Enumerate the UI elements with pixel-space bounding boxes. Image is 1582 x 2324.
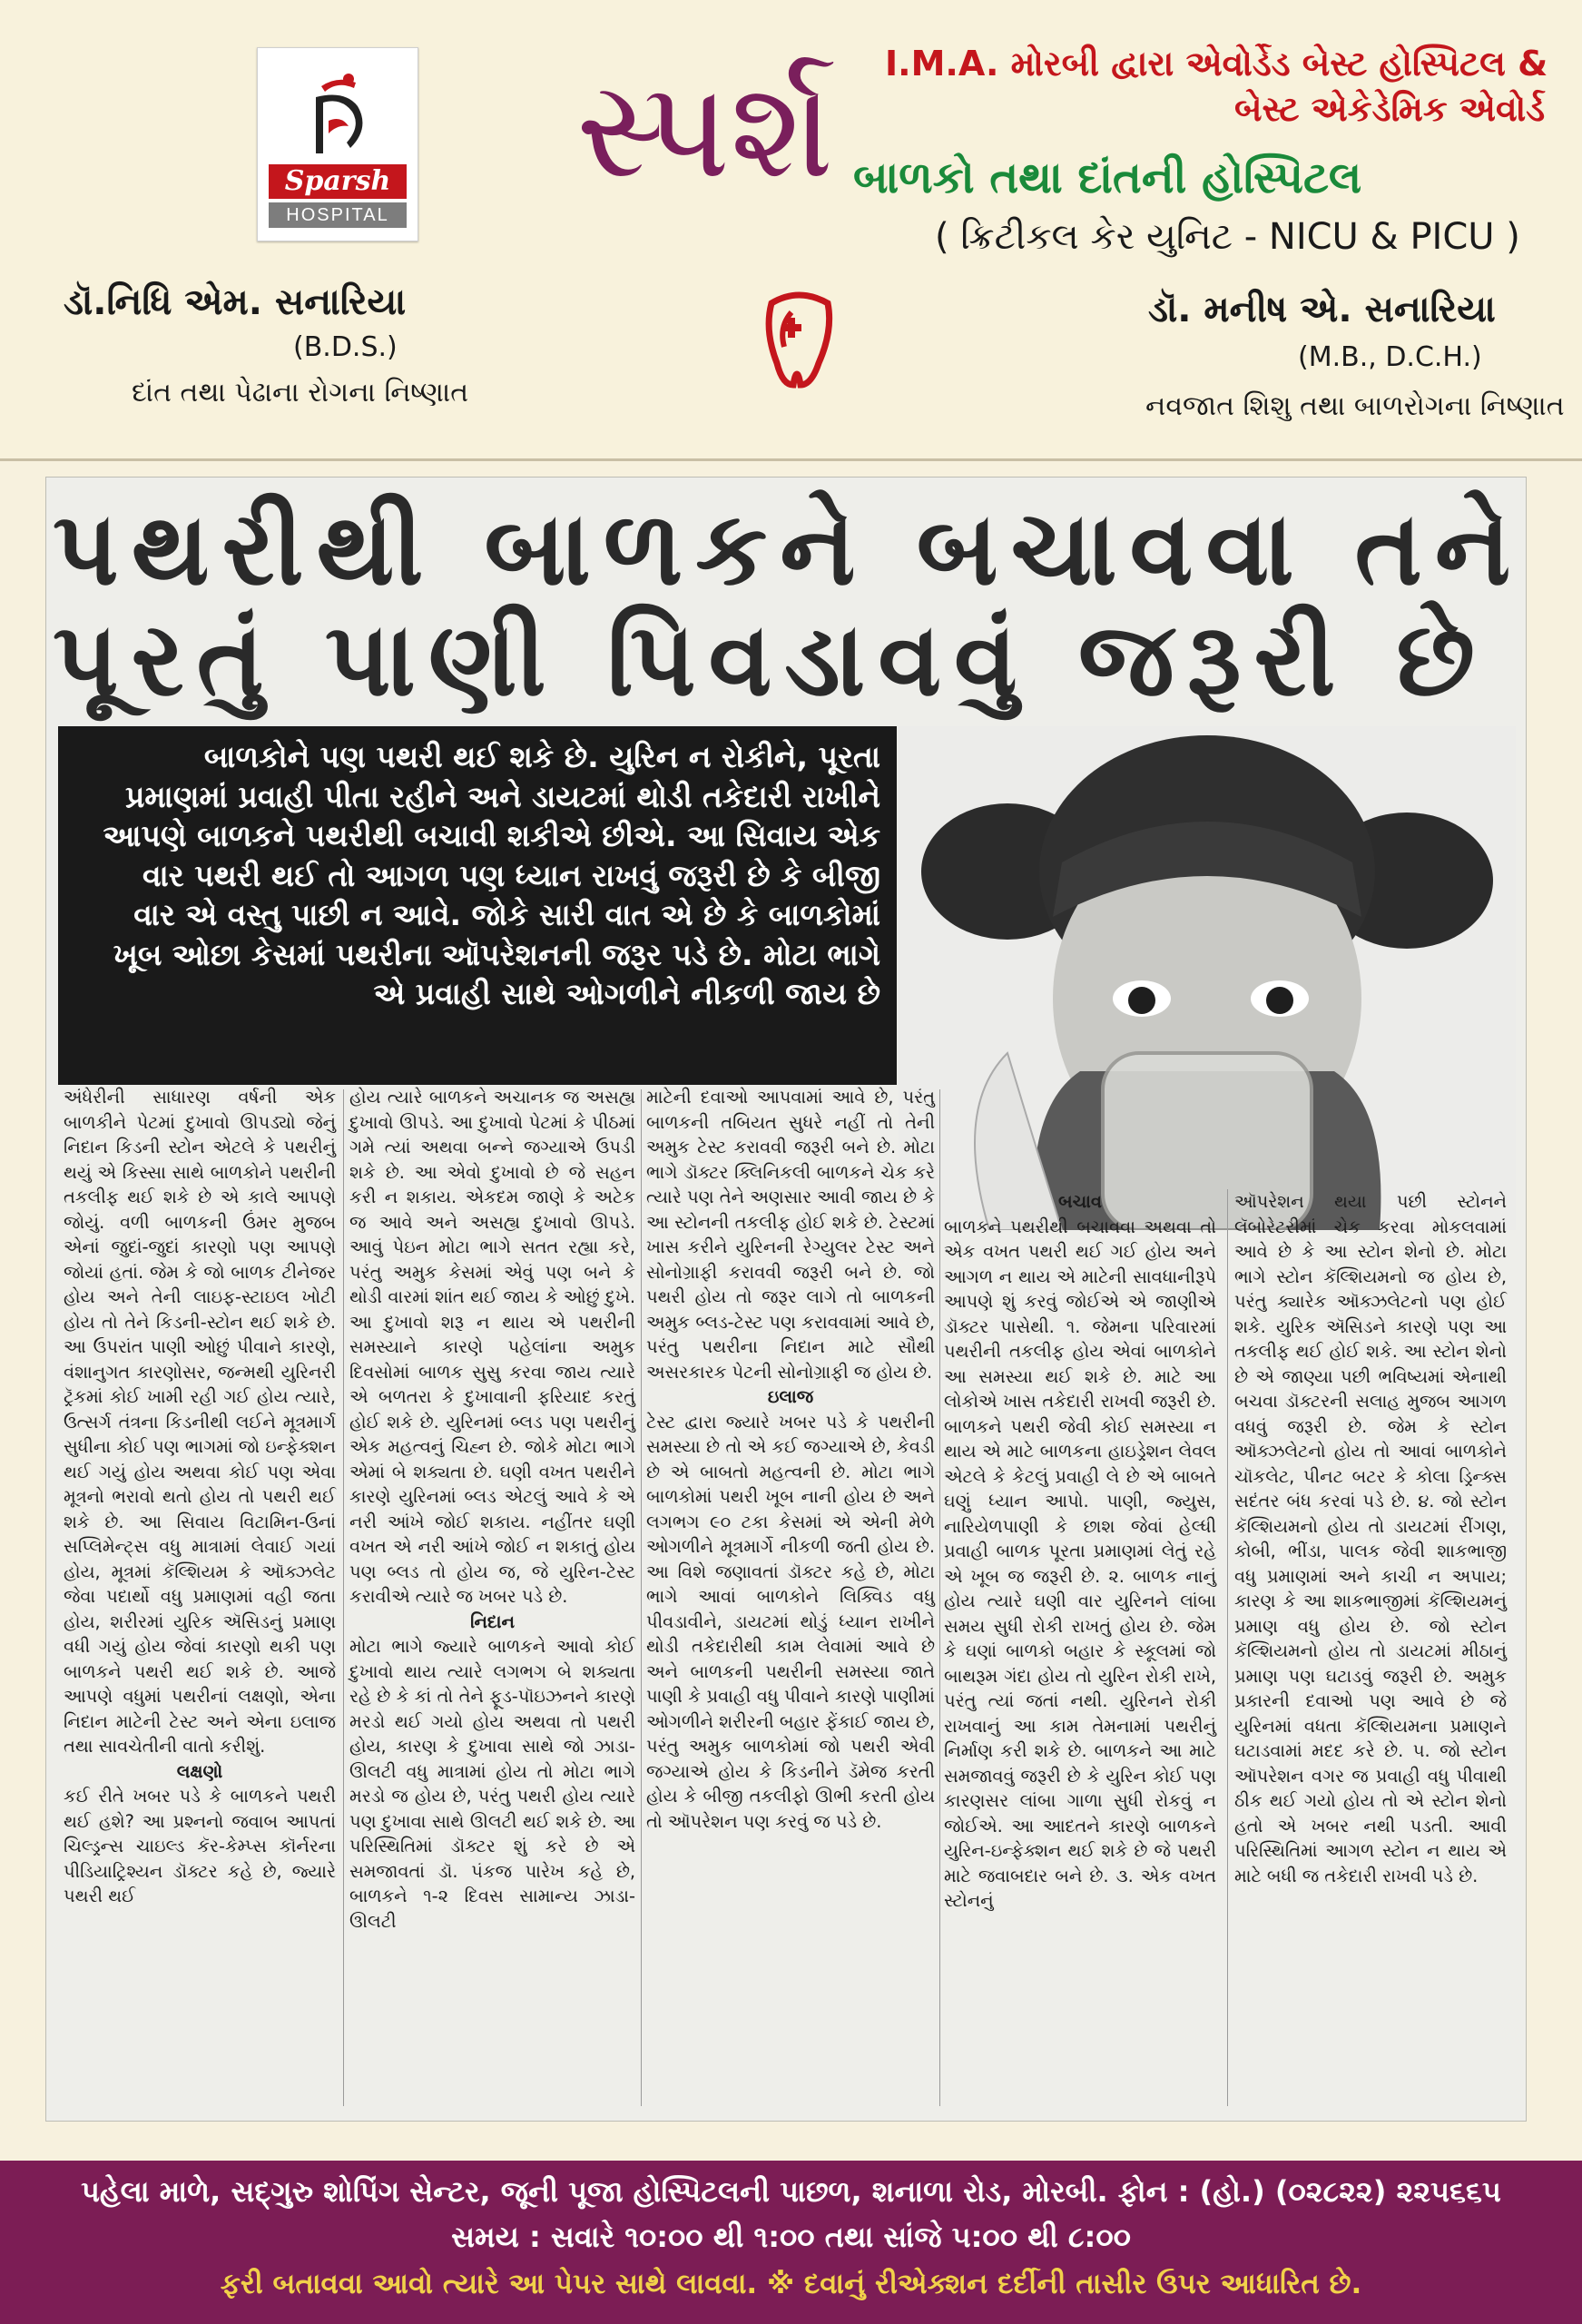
column-2-body-2: મોટા ભાગે જ્યારે બાળકને આવો કોઈ દુખાવો થાય ત્યારે લગભગ બે શક્યતા રહે છે કે કાં તો તેને ફૂડ-પૉઇઝનને કારણે મરડો થઈ ગયો હોય અથવા તો પથરી હોય, કારણ કે દુખાવા સાથે જો ઝાડા-ઊલટી વધુ માત્રામાં હોય તો મોટા ભાગે મરડો જ હોય છે, પરંતુ પથરી હોય ત્યારે પણ દુખાવા સાથે ઊલટી થઈ શકે છે. આ પરિસ્થિતિમાં ડૉક્ટર શું કરે છે એ સમજાવતાં ડૉ. પંકજ પારેખ કહે છે, બાળકને ૧-૨ દિવસ સામાન્ય ઝાડા-ઊલટી — [349, 1636, 635, 1932]
symptoms-subhead: લક્ષણો — [176, 1760, 223, 1782]
girl-drinking-water-photo — [899, 726, 1516, 1230]
critical-care-line: ( ક્રિટીકલ કેર યુનિટ - NICU & PICU ) — [935, 216, 1520, 258]
column-2-body: હોય ત્યારે બાળકને અચાનક જ અસહ્ય દુખાવો ઊપડે. આ દુખાવો પેટમાં કે પીઠમાં ગમે ત્યાં અથવા બન્ને જગ્યાએ ઉપડી શકે છે. આ એવો દુખાવો છે જે સહન કરી ન શકાય. એકદમ જાણે કે અટેક જ આવે અને અસહ્ય દુખાવો ઊપડે. આવું પેઇન મોટા ભાગે સતત રહ્યા કરે, પરંતુ અમુક કેસમાં એવું પણ બને કે થોડી વારમાં શાંત થઈ જાય કે ઓછું દુખે. આ દુખાવો શરૂ ન થાય એ પથરીની સમસ્યાને કારણે પહેલાંના અમુક દિવસોમાં બાળક સુસુ કરવા જાય ત્યારે એ બળતરા કે દુખાવાની ફરિયાદ કરતું હોઈ શકે છે. યુરિનમાં બ્લડ પણ પથરીનું એક મહત્વનું ચિહ્ન છે. જોકે મોટા ભાગે એમાં બે શક્યતા છે. ઘણી વખત પથરીને કારણે યુરિનમાં બ્લડ એટલું આવે કે એ નરી આંખે જોઈ શકાય. નહીંતર ઘણી વખત એ નરી આંખે જોઈ ન શકાતું હોય પણ બ્લડ તો હોય જ, જે યુરિન-ટેસ્ટ કરાવીએ ત્યારે જ ખબર પડે છે. — [349, 1087, 635, 1607]
column-4-body: બાળકને પથરીથી બચાવવા અથવા તો એક વખત પથરી થઈ ગઈ હોય અને આગળ ન થાય એ માટેની સાવધાનીરૂપે આપણે શું કરવું જોઈએ એ જાણીએ ડૉક્ટર પાસેથી. ૧. જેમના પરિવારમાં પથરીની તકલીફ હોય એવાં બાળકોને આ સમસ્યા થઈ શકે છે. માટે આ લોકોએ ખાસ તકેદારી રાખવી જરૂરી છે. બાળકને પથરી જેવી કોઈ સમસ્યા ન થાય એ માટે બાળકના હાઇડ્રેશન લેવલ એટલે કે કેટલું પ્રવાહી લે છે એ બાબતે ઘણું ધ્યાન આપો. પાણી, જ્યુસ, નારિયેળપાણી કે છાશ જેવાં હેલ્ધી પ્રવાહી બાળક પૂરતા પ્રમાણમાં લેતું રહે એ ખૂબ જ જરૂરી છે. ૨. બાળક નાનું હોય ત્યારે ઘણી વાર યુરિનને લાંબા સમય સુધી રોકી રાખતું હોય છે. જેમ કે ઘણાં બાળકો બહાર કે સ્કૂલમાં જો બાથરૂમ ગંદા હોય તો યુરિન રોકી રાખે, પરંતુ ત્યાં જતાં નથી. યુરિનને રોકી રાખવાનું આ કામ તેમનામાં પથરીનું નિર્માણ કરી શકે છે. બાળકને આ માટે સમજાવવું જરૂરી છે કે યુરિન કોઈ પણ કારણસર લાંબા ગાળા સુધી રોકવું ન જોઈએ. આ આદતને કારણે બાળકને યુરિન-ઇન્ફેક્શન થઈ શકે છે જે પથરી માટે જવાબદાર બને છે. ૩. એક વખત સ્ટોનનું — [944, 1216, 1216, 1911]
award-line-2: બેસ્ટ એકેડેમિક એવોર્ડ — [1234, 89, 1546, 129]
article-headline-line-2: પૂરતું પાણી પિવડાવવું જરૂરી છે — [53, 601, 1488, 719]
hospital-name: બાળકો તથા દાંતની હોસ્પિટલ — [853, 153, 1362, 203]
footer-note: ફરી બતાવવા આવો ત્યારે આ પેપર સાથે લાવવા. ※ દવાનું રીએક્શન દર્દીની તાસીર ઉપર આધારિત છે. — [220, 2268, 1362, 2300]
column-1-body: અંધેરીની સાધારણ વર્ષની એક બાળકીને પેટમાં દુખાવો ઊપડ્યો જેનું નિદાન કિડની સ્ટોન એટલે કે પથરીનું થયું એ કિસ્સા સાથે બાળકોને પથરીની તકલીફ થઈ શકે છે એ કાલે આપણે જોયું. વળી બાળકની ઉંમર મુજબ એનાં જુદાં-જુદાં કારણો પણ આપણે જોયાં હતાં. જેમ કે જો બાળક ટીનેજર હોય અને તેની લાઇફ-સ્ટાઇલ ખોટી હોય તો તેને કિડની-સ્ટોન થઈ શકે છે. આ ઉપરાંત પાણી ઓછું પીવાને કારણે, વંશાનુગત કારણોસર, જન્મથી યુરિનરી ટ્રૅકમાં કોઈ ખામી રહી ગઈ હોય ત્યારે, ઉત્સર્ગ તંત્રના કિડનીથી લઈને મૂત્રમાર્ગ સુધીના કોઈ પણ ભાગમાં જો ઇન્ફેક્શન થઈ ગયું હોય અથવા કોઈ પણ એવા મૂત્રનો ભરાવો થતો હોય તો પથરી થઈ શકે છે. આ સિવાય વિટામિન-ઉનાં સપ્લિમેન્ટ્સ વધુ માત્રામાં લેવાઈ ગયાં હોય, મૂત્રમાં કૅલ્શિયમ કે ઑક્ઝલેટ જેવા પદાર્થો વધુ પ્રમાણમાં વહી જતા હોય, શરીરમાં યુરિક ઍસિડનું પ્રમાણ વધી ગયું હોય જેવાં કારણો થકી પણ બાળકને પથરી થઈ શકે છે. આજે આપણે વધુમાં પથરીનાં લક્ષણો, એના નિદાન માટેની ટેસ્ટ અને એના ઇલાજ તથા સાવચેતીની વાતો કરીશું. — [64, 1087, 336, 1757]
article-column-4 — [944, 1189, 1216, 1914]
logo-figure-icon — [301, 70, 374, 161]
column-3-body-2: ટેસ્ટ દ્વારા જ્યારે ખબર પડે કે પથરીની સમસ્યા છે તો એ કઈ જગ્યાએ છે, કેવડી છે એ બાબતો મહત્વની છે. મોટા ભાગે બાળકોમાં પથરી ખૂબ નાની હોય છે અને લગભગ ૯૦ ટકા કેસમાં એ એની મેળે ઓગળીને મૂત્રમાર્ગે નીકળી જતી હોય છે. આ વિશે જણાવતાં ડૉક્ટર કહે છે, મોટા ભાગે આવાં બાળકોને લિક્વિડ વધુ પીવડાવીને, ડાયટમાં થોડું ધ્યાન રાખીને થોડી તકેદારીથી કામ લેવામાં આવે છે અને બાળકની પથરીની સમસ્યા જાતે પાણી કે પ્રવાહી વધુ પીવાને કારણે પાણીમાં ઓગળીને શરીરની બહાર ફેંકાઈ જાય છે, પરંતુ અમુક બાળકોમાં જો પથરી એવી જગ્યાએ હોય કે કિડનીને ડૅમેજ કરતી હોય કે બીજી તકલીફો ઊભી કરતી હોય તો ઑપરેશન પણ કરવું જ પડે છે. — [646, 1411, 935, 1832]
article-column-2 — [349, 1085, 635, 1934]
tooth-cross-icon — [761, 290, 838, 389]
column-divider — [1227, 1189, 1228, 2106]
doctor1-specialty: દાંત તથા પેઢાના રોગના નિષ્ણાત — [132, 377, 469, 409]
column-3-body: માટેની દવાઓ આપવામાં આવે છે, પરંતુ બાળકની તબિયત સુધરે નહીં તો તેની અમુક ટેસ્ટ કરાવવી જરૂરી બને છે. મોટા ભાગે ડૉક્ટર ક્લિનિકલી બાળકને ચેક કરે ત્યારે પણ તેને અણસાર આવી જાય છે કે આ સ્ટોનની તકલીફ હોઈ શકે છે. ટેસ્ટમાં ખાસ કરીને યુરિનની રેગ્યુલર ટેસ્ટ અને સોનોગ્રાફી કરાવવી જરૂરી બને છે. જો પથરી હોય તો જરૂર લાગે તો બાળકની અમુક બ્લડ-ટેસ્ટ પણ કરાવવામાં આવે છે, પરંતુ પથરીના નિદાન માટે સૌથી અસરકારક પેટની સોનોગ્રાફી જ હોય છે. — [646, 1087, 935, 1383]
doctor2-name: ડૉ. મનીષ એ. સનારિયા — [1148, 289, 1496, 330]
award-line-1: I.M.A. મોરબી દ્વારા એવોર્ડેડ બેસ્ટ હોસ્પિટલ & — [885, 44, 1548, 84]
doctor2-specialty: નવજાત શિશુ તથા બાળરોગના નિષ્ણાત — [1145, 390, 1565, 422]
article-column-5 — [1234, 1189, 1507, 1888]
column-1-body-2: કઈ રીતે ખબર પડે કે બાળકને પથરી થઈ હશે? આ પ્રશ્નનો જવાબ આપતાં ચિલ્ડ્રન્સ ચાઇલ્ડ કૅર-કેમ્પ્સ કૉર્નરના પીડિયાટ્રિશ્યન ડૉક્ટર કહે છે, જ્યારે પથરી થઈ — [64, 1786, 336, 1906]
doctor1-name: ડૉ.નિધિ એમ. સનારિયા — [64, 281, 407, 323]
footer-address: પહેલા માળે, સદ્ગુરુ શોપિંગ સેન્ટર, જૂની પૂજા હોસ્પિટલની પાછળ, શનાળા રોડ, મોરબી. ફોન : (હો.) (૦૨૮૨૨) ૨૨૫૬૬૫ — [81, 2174, 1501, 2209]
doctor1-degree: (B.D.S.) — [293, 331, 398, 363]
article-summary: બાળકોને પણ પથરી થઈ શકે છે. યુરિન ન રોકીને, પૂરતા પ્રમાણમાં પ્રવાહી પીતા રહીને અને ડાયટમાં થોડી તકેદારી રાખીને આપણે બાળકને પથરીથી બચાવી શકીએ છીએ. આ સિવાય એક વાર પથરી થઈ તો આગળ પણ ધ્યાન રાખવું જરૂરી છે કે બીજી વાર એ વસ્તુ પાછી ન આવે. જોકે સારી વાત એ છે કે બાળકોમાં ખૂબ ઓછા કેસમાં પથરીના ઑપરેશનની જરૂર પડે છે. મોટા ભાગે એ પ્રવાહી સાથે ઓગળીને નીકળી જાય છે — [103, 739, 880, 1011]
article-headline-line-1: પથરીથી બાળકને બચાવવા તને — [53, 490, 1524, 608]
column-divider — [343, 1089, 344, 2106]
logo-wordmark: Sparsh — [269, 164, 407, 199]
diagnosis-subhead: નિદાન — [470, 1610, 515, 1632]
column-divider — [939, 1089, 940, 2106]
logo-subtitle: HOSPITAL — [269, 202, 407, 228]
column-divider — [641, 1089, 642, 2106]
letterhead — [0, 0, 1582, 461]
sparsh-hospital-logo — [257, 47, 418, 241]
prevention-subhead: બચાવ — [1058, 1191, 1102, 1212]
doctor2-degree: (M.B., D.C.H.) — [1298, 341, 1482, 373]
treatment-subhead: ઇલાજ — [767, 1386, 814, 1407]
article-column-3 — [646, 1085, 935, 1834]
footer-timing: સમય : સવારે ૧૦:૦૦ થી ૧:૦૦ તથા સાંજે ૫:૦૦ થી ૮:૦૦ — [451, 2220, 1131, 2254]
article-column-1 — [64, 1085, 336, 1909]
column-5-body: ઑપરેશન થયા પછી સ્ટોનને લૅબોરેટરીમાં ચેક કરવા મોકલવામાં આવે છે કે આ સ્ટોન શેનો છે. મોટા ભાગે સ્ટોન કૅલ્શિયમનો જ હોય છે, પરંતુ ક્યારેક ઑક્ઝલેટનો પણ હોઈ શકે. યુરિક ઍસિડને કારણે પણ આ તકલીફ થઈ હોઈ શકે. આ સ્ટોન શેનો છે એ જાણ્યા પછી ભવિષ્યમાં એનાથી બચવા ડૉક્ટરની સલાહ મુજબ આગળ વધવું જરૂરી છે. જેમ કે સ્ટોન ઑક્ઝલેટનો હોય તો આવાં બાળકોને ચૉકલેટ, પીનટ બટર કે કોલા ડ્રિન્ક્સ સદંતર બંધ કરવાં પડે છે. ૪. જો સ્ટોન કૅલ્શિયમનો હોય તો ડાયટમાં રીંગણ, કોબી, ભીંડા, પાલક જેવી શાકભાજી વધુ પ્રમાણમાં અને કાચી ન અપાય; કારણ કે આ શાકભાજીમાં કૅલ્શિયમનું પ્રમાણ વધુ હોય છે. જો સ્ટોન કૅલ્શિયમનો હોય તો ડાયટમાં મીઠાનું પ્રમાણ પણ ઘટાડવું જરૂરી છે. અમુક પ્રકારની દવાઓ પણ આવે છે જે યુરિનમાં વધતા કૅલ્શિયમના પ્રમાણને ઘટાડવામાં મદદ કરે છે. ૫. જો સ્ટોન ઑપરેશન વગર જ પ્રવાહી વધુ પીવાથી ઠીક થઈ ગયો હોય તો એ સ્ટોન શેનો હતો એ ખબર નથી પડતી. આવી પરિસ્થિતિમાં આગળ સ્ટોન ન થાય એ માટે બધી જ તકેદારી રાખવી પડે છે. — [1234, 1191, 1507, 1886]
brand-name: સ્પર્શ — [576, 52, 834, 208]
